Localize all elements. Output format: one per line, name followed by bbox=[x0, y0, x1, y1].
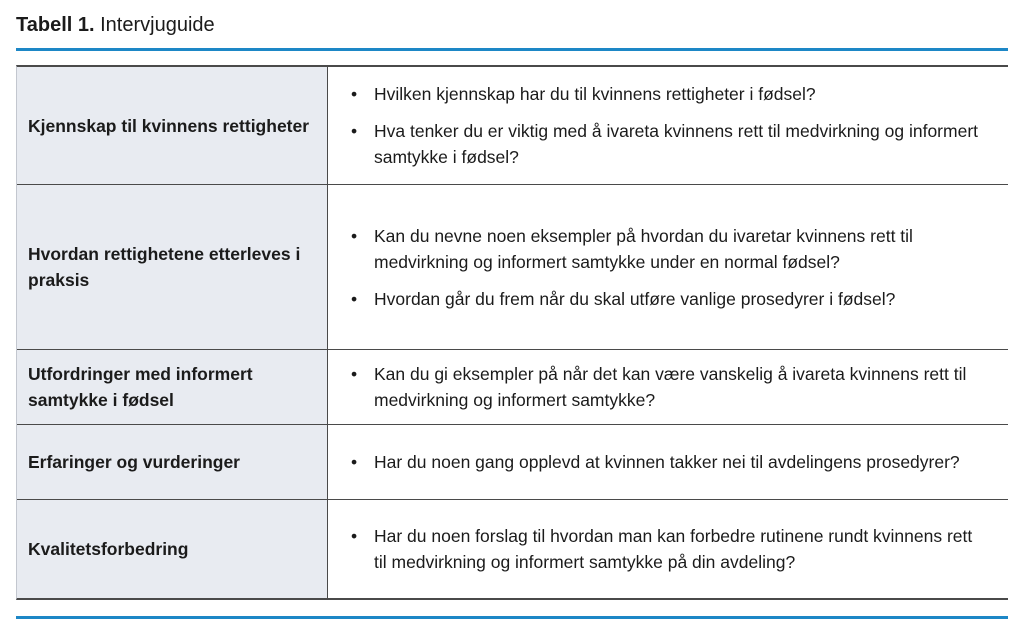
table-row bbox=[17, 185, 1008, 350]
topic-label: Erfaringer og vurderinger bbox=[28, 452, 240, 472]
questions-cell bbox=[328, 67, 1008, 184]
interview-guide-table bbox=[16, 65, 1008, 600]
question-list bbox=[328, 81, 978, 170]
questions-cell bbox=[328, 185, 1008, 349]
questions-cell bbox=[328, 350, 1008, 424]
topic-label: Utfordringer med informert samtykke i fødsel bbox=[28, 364, 253, 410]
table-caption-text: Intervjuguide bbox=[100, 14, 215, 36]
topic-label: Kjennskap til kvinnens rettigheter bbox=[28, 115, 310, 136]
topic-cell bbox=[17, 350, 328, 424]
questions-cell bbox=[328, 425, 1008, 499]
topic-cell bbox=[17, 185, 328, 349]
table-caption bbox=[16, 12, 1008, 38]
table-row bbox=[17, 67, 1008, 185]
table-caption-label: Tabell 1. bbox=[16, 14, 95, 36]
table-row bbox=[17, 500, 1008, 598]
topic-cell bbox=[17, 67, 328, 184]
question-list bbox=[328, 523, 978, 575]
topic-cell bbox=[17, 500, 328, 598]
question-item: • Har du noen forslag til hvordan man kan forbedre rutinene rundt kvinnens rett til medvirkning og informert samtykke på din avdeling? bbox=[349, 523, 978, 575]
question-item: • Har du noen gang opplevd at kvinnen takker nei til avdelingens prosedyrer? bbox=[349, 449, 978, 475]
table-row bbox=[17, 425, 1008, 500]
question-item: • Hva tenker du er viktig med å ivareta kvinnens rett til medvirkning og informert samtykke i fødsel? bbox=[349, 118, 978, 170]
question-item: • Hvordan går du frem når du skal utføre vanlige prosedyrer i fødsel? bbox=[349, 286, 978, 312]
questions-cell bbox=[328, 500, 1008, 598]
question-item: • Kan du nevne noen eksempler på hvordan du ivaretar kvinnens rett til medvirkning og informert samtykke under en normal fødsel? bbox=[349, 223, 978, 275]
topic-cell bbox=[17, 425, 328, 499]
question-item: • Kan du gi eksempler på når det kan være vanskelig å ivareta kvinnens rett til medvirkning og informert samtykke? bbox=[349, 361, 978, 413]
bottom-accent-rule bbox=[16, 616, 1008, 619]
question-item: • Hvilken kjennskap har du til kvinnens rettigheter i fødsel? bbox=[349, 81, 978, 107]
top-accent-rule bbox=[16, 48, 1008, 51]
question-list bbox=[328, 361, 978, 413]
topic-label: Kvalitetsforbedring bbox=[28, 539, 189, 559]
question-list bbox=[328, 223, 978, 312]
question-list bbox=[328, 449, 978, 475]
table-row bbox=[17, 350, 1008, 425]
topic-label: Hvordan rettighetene etterleves i praksis bbox=[28, 244, 301, 290]
